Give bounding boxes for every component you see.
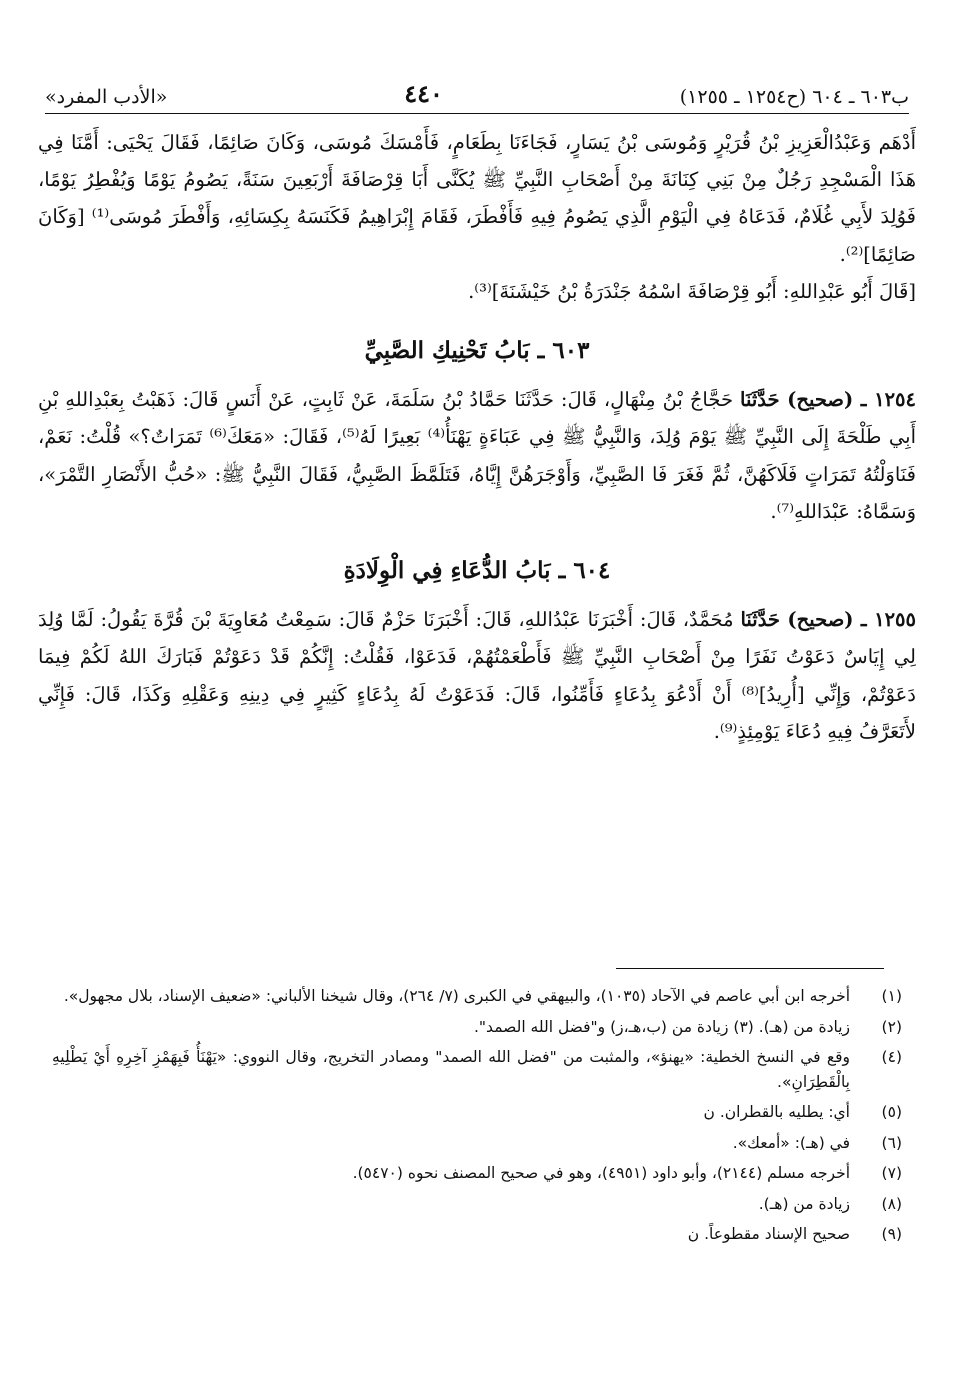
- main-text: [38, 124, 916, 750]
- hadith-1255: [38, 601, 916, 750]
- footnote-text: زيادة من (هـ). (٣) زيادة من (ب،هـ،ز) و"فضل الله الصمد".: [474, 1017, 850, 1036]
- footnote: [52, 1222, 902, 1247]
- footnote-text: صحيح الإسناد مقطوعاً. ن: [687, 1225, 850, 1243]
- hadith-text: مُحَمَّدٌ، قَالَ: أَخْبَرَنَا عَبْدُاللهِ، قَالَ: أَخْبَرَنَا حَزْمٌ قَالَ: سَمِعْتُ مُعَاوِيَةَ بْنَ قُرَّةَ يَقُولُ: لَمَّا وُلِدَ لِي إِيَاسٌ دَعَوْتُ نَفَرًا مِنْ أَصْحَابِ النَّبِيِّ ﷺ فَأَطْعَمْتُهُمْ، فَدَعَوْا، فَقُلْتُ: إِنَّكُمْ قَدْ دَعَوْتُمْ فَبَارَكَ اللهُ لَكُمْ فِيمَا دَعَوْتُمْ، وَإِنِّي [أُرِيدُ]⁽⁸⁾ أَنْ أَدْعُوَ بِدُعَاءٍ فَأَمِّنُوا، قَالَ: فَدَعَوْتُ لَهُ بِدُعَاءٍ كَثِيرٍ فِي دِينِهِ وَعَقْلِهِ وَكَذَا، قَالَ: فَإِنِّي لأَتَعَرَّفُ فِيهِ دُعَاءَ يَوْمِئِذٍ⁽⁹⁾.: [38, 608, 916, 743]
- footnote: [52, 1015, 902, 1040]
- footnote-number: (٤): [881, 1048, 902, 1066]
- book-title: «الأدب المفرد»: [45, 86, 168, 108]
- footnote: [52, 1100, 902, 1125]
- footnote-text: في (هـ): «أمعك».: [732, 1133, 850, 1152]
- chapter-heading-604: ٦٠٤ ـ بَابُ الدُّعَاءِ فِي الْوِلَادَةِ: [343, 557, 611, 585]
- footnote-number: (٩): [881, 1225, 902, 1243]
- page-number: ٤٤٠: [404, 79, 443, 108]
- footnote-text: أخرجه ابن أبي عاصم في الآحاد (١٠٣٥)، والبيهقي في الكبرى (٧/ ٢٦٤)، وقال شيخنا الألباني: «ضعيف الإسناد، بلال مجهول».: [63, 987, 850, 1005]
- hadith-range: ب٦٠٣ ـ ٦٠٤ (ح١٢٥٤ ـ ١٢٥٥): [679, 86, 909, 108]
- footnote-number: (١): [881, 987, 902, 1005]
- hadith-number: ١٢٥٤ ـ (صحيح) حَدَّثَنَا: [740, 388, 916, 412]
- footnotes: [52, 984, 902, 1253]
- footnote-text: زيادة من (هـ).: [758, 1194, 850, 1213]
- hadith-text: حَجَّاجُ بْنُ مِنْهَالٍ، قَالَ: حَدَّثَنَا حَمَّادُ بْنُ سَلَمَةَ، عَنْ ثَابِتٍ، عَنْ أَنَسٍ قَالَ: ذَهَبْتُ بِعَبْدِاللهِ بْنِ أَبِي طَلْحَةَ إِلَى النَّبِيِّ ﷺ يَوْمَ وُلِدَ، وَالنَّبِيُّ ﷺ فِي عَبَاءَةٍ يَهْنَأُ⁽⁴⁾ بَعِيرًا لَهُ⁽⁵⁾، فَقَالَ: «مَعَكَ⁽⁶⁾ تَمَرَاتٌ؟» قُلْتُ: نَعَمْ، فَنَاوَلْتُهُ تَمَرَاتٍ فَلَاكَهُنَّ، ثُمَّ فَغَرَ فَا الصَّبِيِّ، وَأَوْجَرَهُنَّ إِيَّاهُ، فَتَلَمَّظَ الصَّبِيُّ، فَقَالَ النَّبِيُّ ﷺ: «حُبُّ الأَنْصَارِ التَّمْرَ»، وَسَمَّاهُ: عَبْدَاللهِ⁽⁷⁾.: [38, 388, 916, 523]
- footnote: [52, 1131, 902, 1156]
- footnote: [52, 984, 902, 1009]
- footnote-divider: [616, 968, 884, 969]
- footnote-text: أخرجه مسلم (٢١٤٤)، وأبو داود (٤٩٥١)، وهو في صحيح المصنف نحوه (٥٤٧٠).: [352, 1164, 850, 1182]
- intro-note: [قَالَ أَبُو عَبْدِاللهِ: أَبُو قِرْصَافَةَ اسْمُهُ جَنْدَرَةُ بْنُ خَيْشَنَةَ]⁽³⁾.: [468, 279, 916, 303]
- chapter-heading-603: ٦٠٣ ـ بَابُ تَحْنِيكِ الصَّبِيِّ: [364, 337, 590, 365]
- footnote-text: وقع في النسخ الخطية: «يهنؤ»، والمثبت من "فضل الله الصمد" ومصادر التخريج، وقال النووي: «يَهْنَأُ فَبِهَمْزِ آخِرِهِ أَيْ يَطْلِيهِ بِالْقَطِرَانِ».: [52, 1048, 850, 1091]
- intro-paragraph: أَدْهَم وَعَبْدُالْعَزِيزِ بْنُ قُرَيْرٍ وَمُوسَى بْنُ يَسَارٍ، فَجَاءَنَا بِطَعَامٍ، فَأَمْسَكَ مُوسَى، وَكَانَ صَائِمًا، فَقَالَ يَحْيَى: أَمَّنَا فِي هَذَا الْمَسْجِدِ رَجُلٌ مِنْ بَنِي كِنَانَةَ مِنْ أَصْحَابِ النَّبِيِّ ﷺ يُكَنَّى أَبَا قِرْصَافَةَ أَرْبَعِينَ سَنَةً، يَصُومُ يَوْمًا وَيُفْطِرُ يَوْمًا، فَوُلِدَ لأَبِي غُلَامٌ، فَدَعَاهُ فِي الْيَوْمِ الَّذِي يَصُومُ فِيهِ فَأَفْطَرَ، فَقَامَ إِبْرَاهِيمُ فَكَنَسَهُ بِكِسَائِهِ، وَأَفْطَرَ مُوسَى⁽¹⁾ [وَكَانَ صَائِمًا]⁽²⁾.: [38, 131, 917, 266]
- footnote-number: (٦): [881, 1133, 902, 1152]
- hadith-1254: [38, 381, 916, 530]
- footnote-text: أي: يطليه بالقطران. ن: [703, 1103, 850, 1121]
- footnote-number: (٢): [881, 1017, 902, 1036]
- footnote-number: (٧): [881, 1164, 902, 1182]
- footnote: [52, 1045, 902, 1094]
- hadith-number: ١٢٥٥ ـ (صحيح) حَدَّثَنَا: [740, 608, 916, 632]
- footnote-number: (٥): [881, 1103, 902, 1121]
- footnote-number: (٨): [881, 1194, 902, 1213]
- footnote: [52, 1161, 902, 1186]
- page-header: [45, 78, 909, 114]
- footnote: [52, 1192, 902, 1217]
